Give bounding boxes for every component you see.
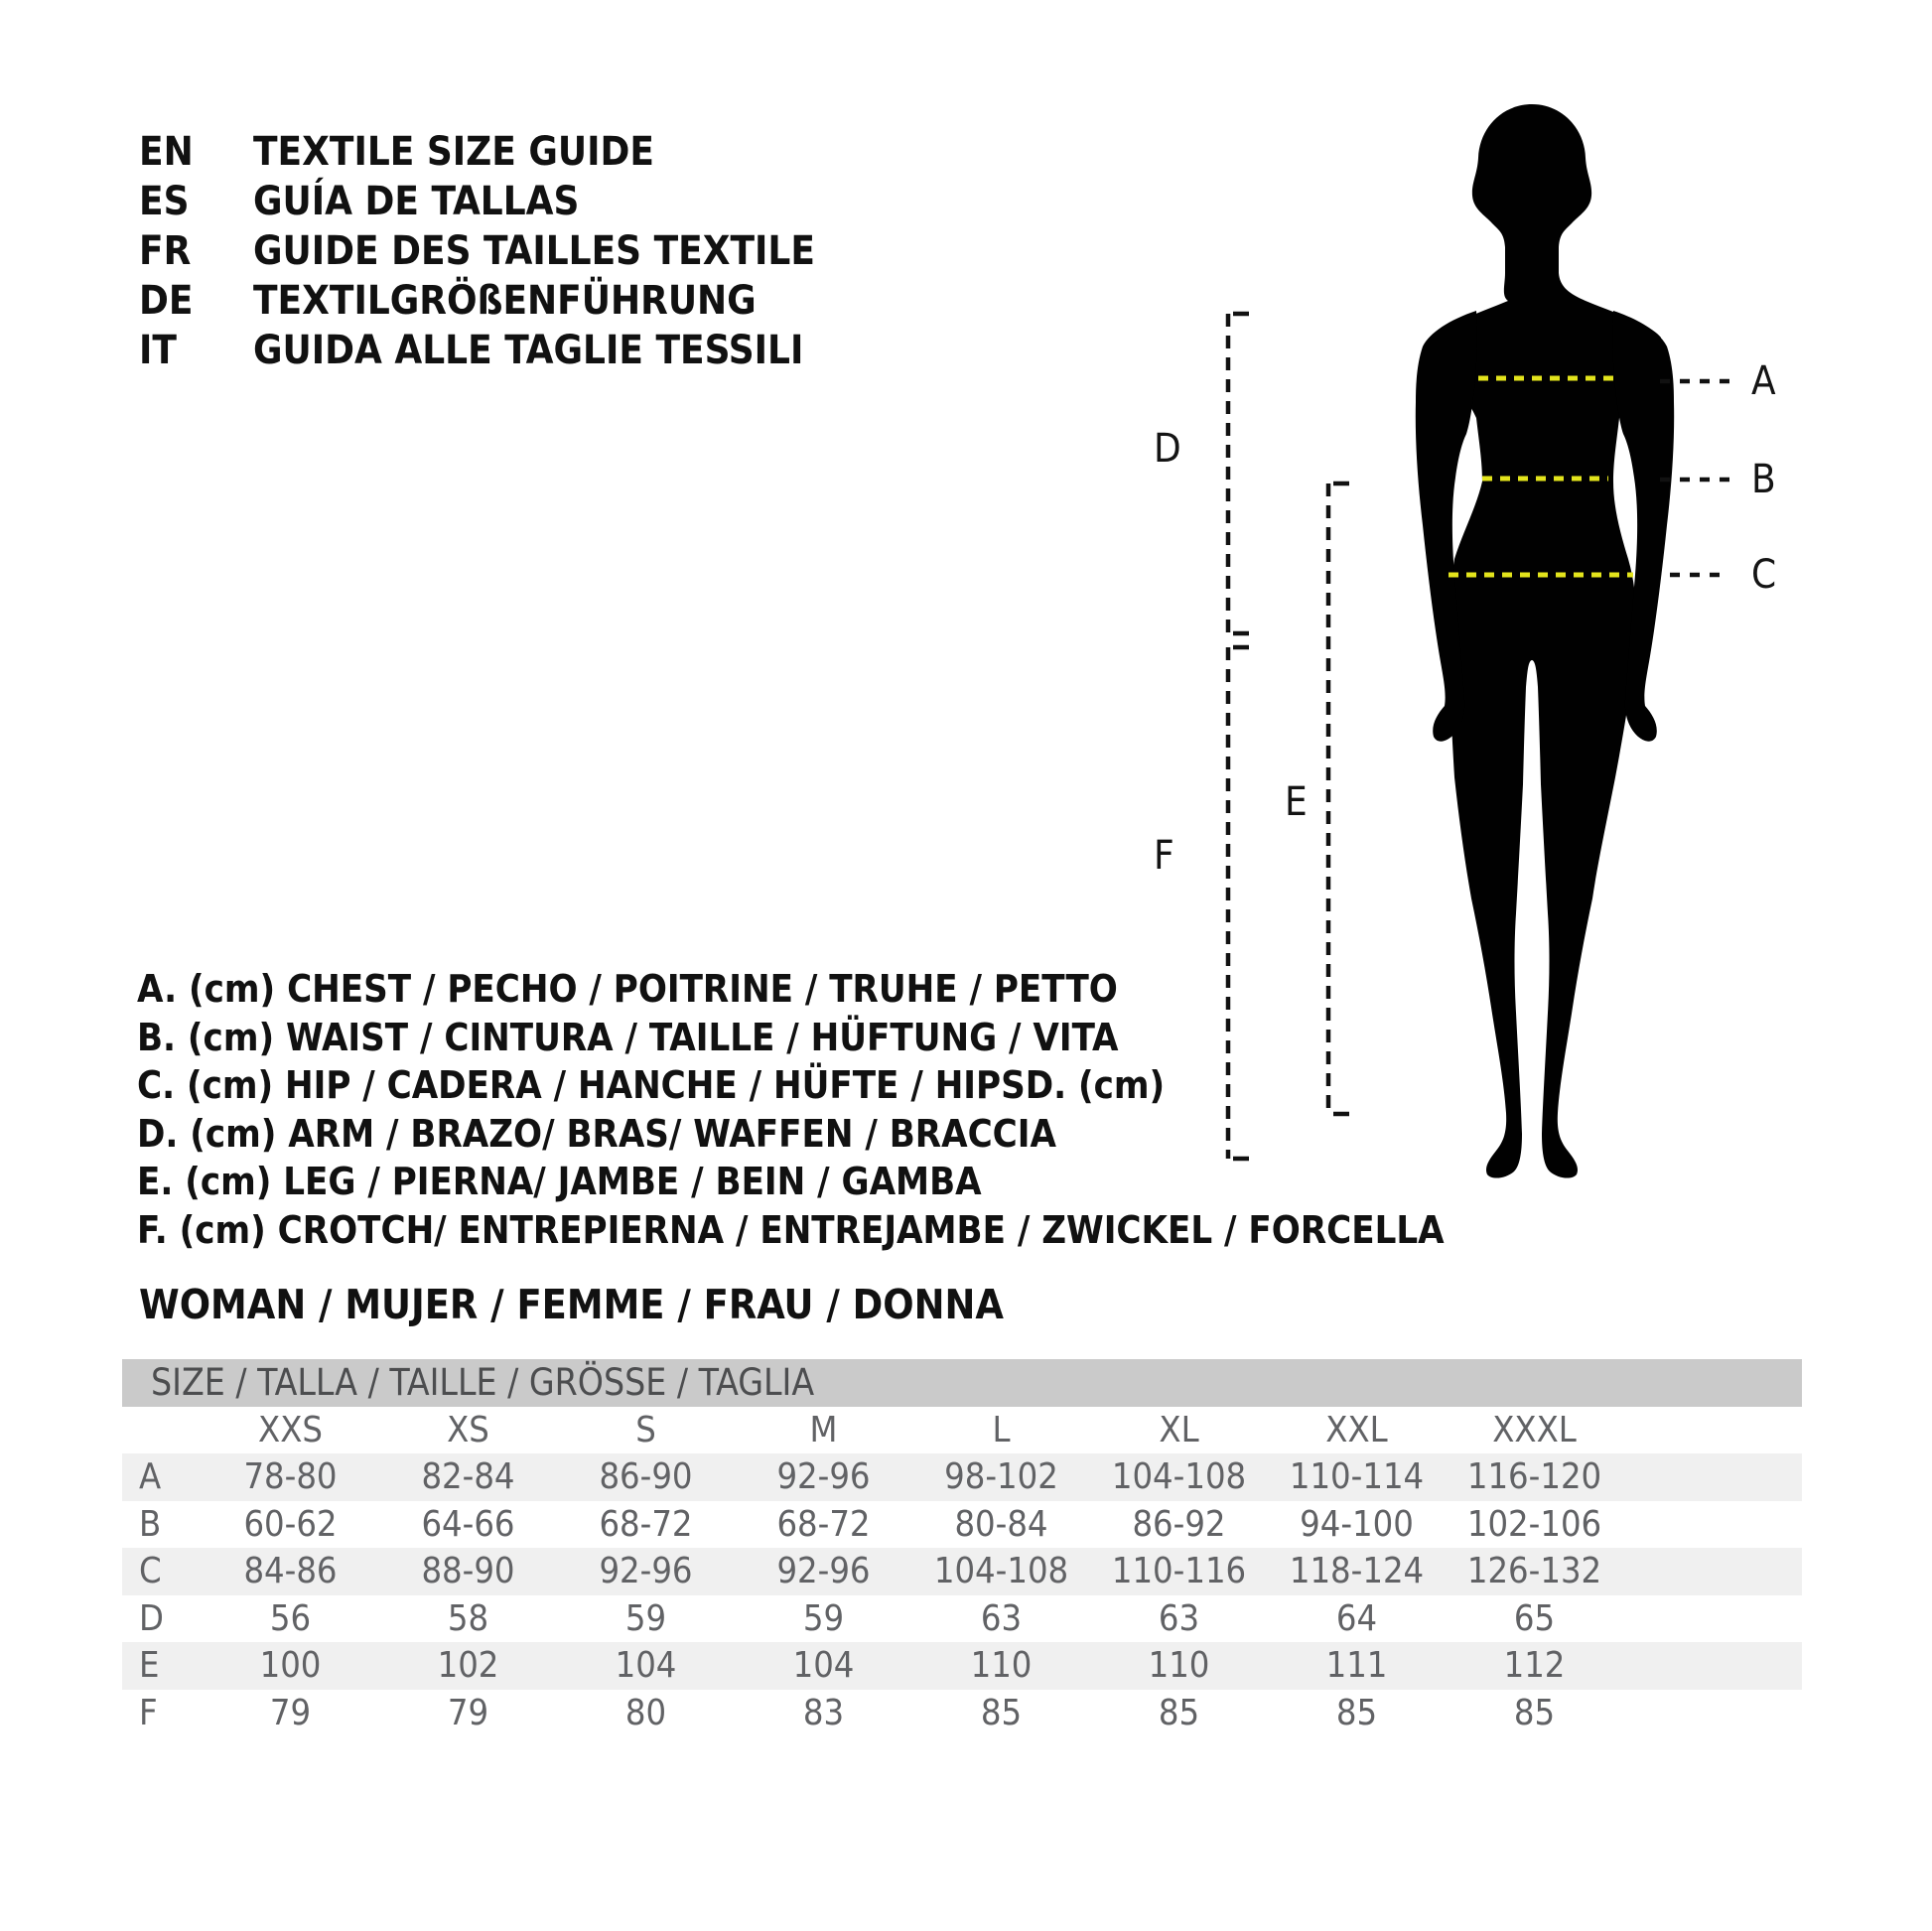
cell-B-xxxl: 102-106 xyxy=(1466,1503,1602,1545)
marker-leg-E: E xyxy=(1285,779,1308,825)
cell-C-xl: 110-116 xyxy=(1111,1551,1247,1592)
size-table-header-bar xyxy=(122,1359,1802,1407)
lang-code: FR xyxy=(139,228,192,274)
cell-C-xxs: 84-86 xyxy=(243,1551,338,1592)
cell-C-xs: 88-90 xyxy=(421,1551,515,1592)
cell-B-xl: 86-92 xyxy=(1132,1503,1226,1545)
lang-title: GUIDA ALLE TAGLIE TESSILI xyxy=(253,328,804,373)
cell-E-s: 104 xyxy=(615,1645,677,1687)
cell-F-xxxl: 85 xyxy=(1513,1692,1556,1733)
marker-chest-A: A xyxy=(1751,358,1776,404)
row-label: E xyxy=(139,1645,160,1687)
table-row-A xyxy=(122,1453,1802,1501)
size-col-m: M xyxy=(809,1409,838,1450)
marker-hip-C: C xyxy=(1751,552,1777,598)
cell-A-xxxl: 116-120 xyxy=(1466,1456,1602,1498)
cell-D-xxs: 56 xyxy=(269,1597,312,1639)
cell-D-xl: 63 xyxy=(1158,1597,1200,1639)
cell-E-m: 104 xyxy=(792,1645,855,1687)
size-col-xl: XL xyxy=(1159,1409,1199,1450)
cell-F-s: 80 xyxy=(624,1692,667,1733)
legend-leg: E. (cm) LEG / PIERNA/ JAMBE / BEIN / GAMBA xyxy=(137,1160,982,1203)
cell-A-l: 98-102 xyxy=(944,1456,1058,1498)
cell-A-xxl: 110-114 xyxy=(1289,1456,1425,1498)
cell-E-xl: 110 xyxy=(1148,1645,1210,1687)
cell-B-xs: 64-66 xyxy=(421,1503,515,1545)
table-row-B xyxy=(122,1501,1802,1549)
cell-A-xxs: 78-80 xyxy=(243,1456,338,1498)
cell-C-l: 104-108 xyxy=(933,1551,1069,1592)
cell-A-m: 92-96 xyxy=(776,1456,871,1498)
table-row-E xyxy=(122,1642,1802,1690)
row-label: D xyxy=(139,1597,164,1639)
cell-F-m: 83 xyxy=(802,1692,845,1733)
cell-B-l: 80-84 xyxy=(954,1503,1048,1545)
row-label: C xyxy=(139,1551,162,1592)
cell-C-s: 92-96 xyxy=(599,1551,693,1592)
measurement-legend xyxy=(137,965,1445,1254)
cell-E-l: 110 xyxy=(970,1645,1033,1687)
cell-E-xxl: 111 xyxy=(1325,1645,1388,1687)
legend-chest: A. (cm) CHEST / PECHO / POITRINE / TRUHE / PETTO xyxy=(137,967,1118,1011)
cell-B-xxl: 94-100 xyxy=(1300,1503,1414,1545)
size-col-xxs: XXS xyxy=(258,1409,323,1450)
cell-D-xs: 58 xyxy=(447,1597,489,1639)
cell-D-xxxl: 65 xyxy=(1513,1597,1556,1639)
cell-F-xxl: 85 xyxy=(1335,1692,1378,1733)
legend-crotch: F. (cm) CROTCH/ ENTREPIERNA / ENTREJAMBE / ZWICKEL / FORCELLA xyxy=(137,1207,1445,1252)
gender-heading: WOMAN / MUJER / FEMME / FRAU / DONNA xyxy=(139,1281,1004,1328)
lang-title: TEXTILGRÖßENFÜHRUNG xyxy=(253,278,757,324)
cell-B-s: 68-72 xyxy=(599,1503,693,1545)
size-table-header-text: SIZE / TALLA / TAILLE / GRÖSSE / TAGLIA xyxy=(151,1361,815,1405)
legend-arm: D. (cm) ARM / BRAZO/ BRAS/ WAFFEN / BRACCIA xyxy=(137,1111,1056,1156)
cell-F-xl: 85 xyxy=(1158,1692,1200,1733)
marker-crotch-F: F xyxy=(1154,833,1174,879)
table-row-C xyxy=(122,1548,1802,1595)
row-label: B xyxy=(139,1503,162,1545)
size-col-xxl: XXL xyxy=(1325,1409,1388,1450)
cell-D-xxl: 64 xyxy=(1335,1597,1378,1639)
legend-waist: B. (cm) WAIST / CINTURA / TAILLE / HÜFTUNG / VITA xyxy=(137,1015,1119,1059)
cell-C-xxxl: 126-132 xyxy=(1466,1551,1602,1592)
size-table xyxy=(122,1359,1802,1736)
lang-title: TEXTILE SIZE GUIDE xyxy=(253,129,654,175)
size-col-xs: XS xyxy=(447,1409,489,1450)
cell-B-xxs: 60-62 xyxy=(243,1503,338,1545)
lang-title: GUIDE DES TAILLES TEXTILE xyxy=(253,228,815,274)
lang-code: DE xyxy=(139,278,194,324)
size-col-s: S xyxy=(635,1409,656,1450)
cell-D-l: 63 xyxy=(980,1597,1023,1639)
lang-code: EN xyxy=(139,129,194,175)
cell-C-m: 92-96 xyxy=(776,1551,871,1592)
lang-code: IT xyxy=(139,328,177,373)
cell-F-xs: 79 xyxy=(447,1692,489,1733)
cell-F-xxs: 79 xyxy=(269,1692,312,1733)
cell-E-xxs: 100 xyxy=(259,1645,322,1687)
cell-C-xxl: 118-124 xyxy=(1289,1551,1425,1592)
cell-B-m: 68-72 xyxy=(776,1503,871,1545)
cell-A-s: 86-90 xyxy=(599,1456,693,1498)
table-row-F xyxy=(122,1690,1802,1737)
cell-A-xl: 104-108 xyxy=(1111,1456,1247,1498)
row-label: F xyxy=(139,1692,158,1733)
size-table-sizes-row xyxy=(122,1407,1802,1454)
lang-title: GUÍA DE TALLAS xyxy=(253,179,580,224)
silhouette-body xyxy=(1435,104,1661,1178)
cell-F-l: 85 xyxy=(980,1692,1023,1733)
cell-D-m: 59 xyxy=(802,1597,845,1639)
row-label: A xyxy=(139,1456,162,1498)
size-col-l: L xyxy=(992,1409,1011,1450)
table-row-D xyxy=(122,1595,1802,1643)
cell-E-xxxl: 112 xyxy=(1503,1645,1566,1687)
marker-waist-B: B xyxy=(1751,457,1776,502)
cell-E-xs: 102 xyxy=(437,1645,499,1687)
marker-arm-D: D xyxy=(1154,426,1181,472)
cell-A-xs: 82-84 xyxy=(421,1456,515,1498)
cell-D-s: 59 xyxy=(624,1597,667,1639)
size-col-xxxl: XXXL xyxy=(1492,1409,1577,1450)
legend-hip: C. (cm) HIP / CADERA / HANCHE / HÜFTE / HIPSD. (cm) xyxy=(137,1063,1166,1107)
lang-code: ES xyxy=(139,179,190,224)
